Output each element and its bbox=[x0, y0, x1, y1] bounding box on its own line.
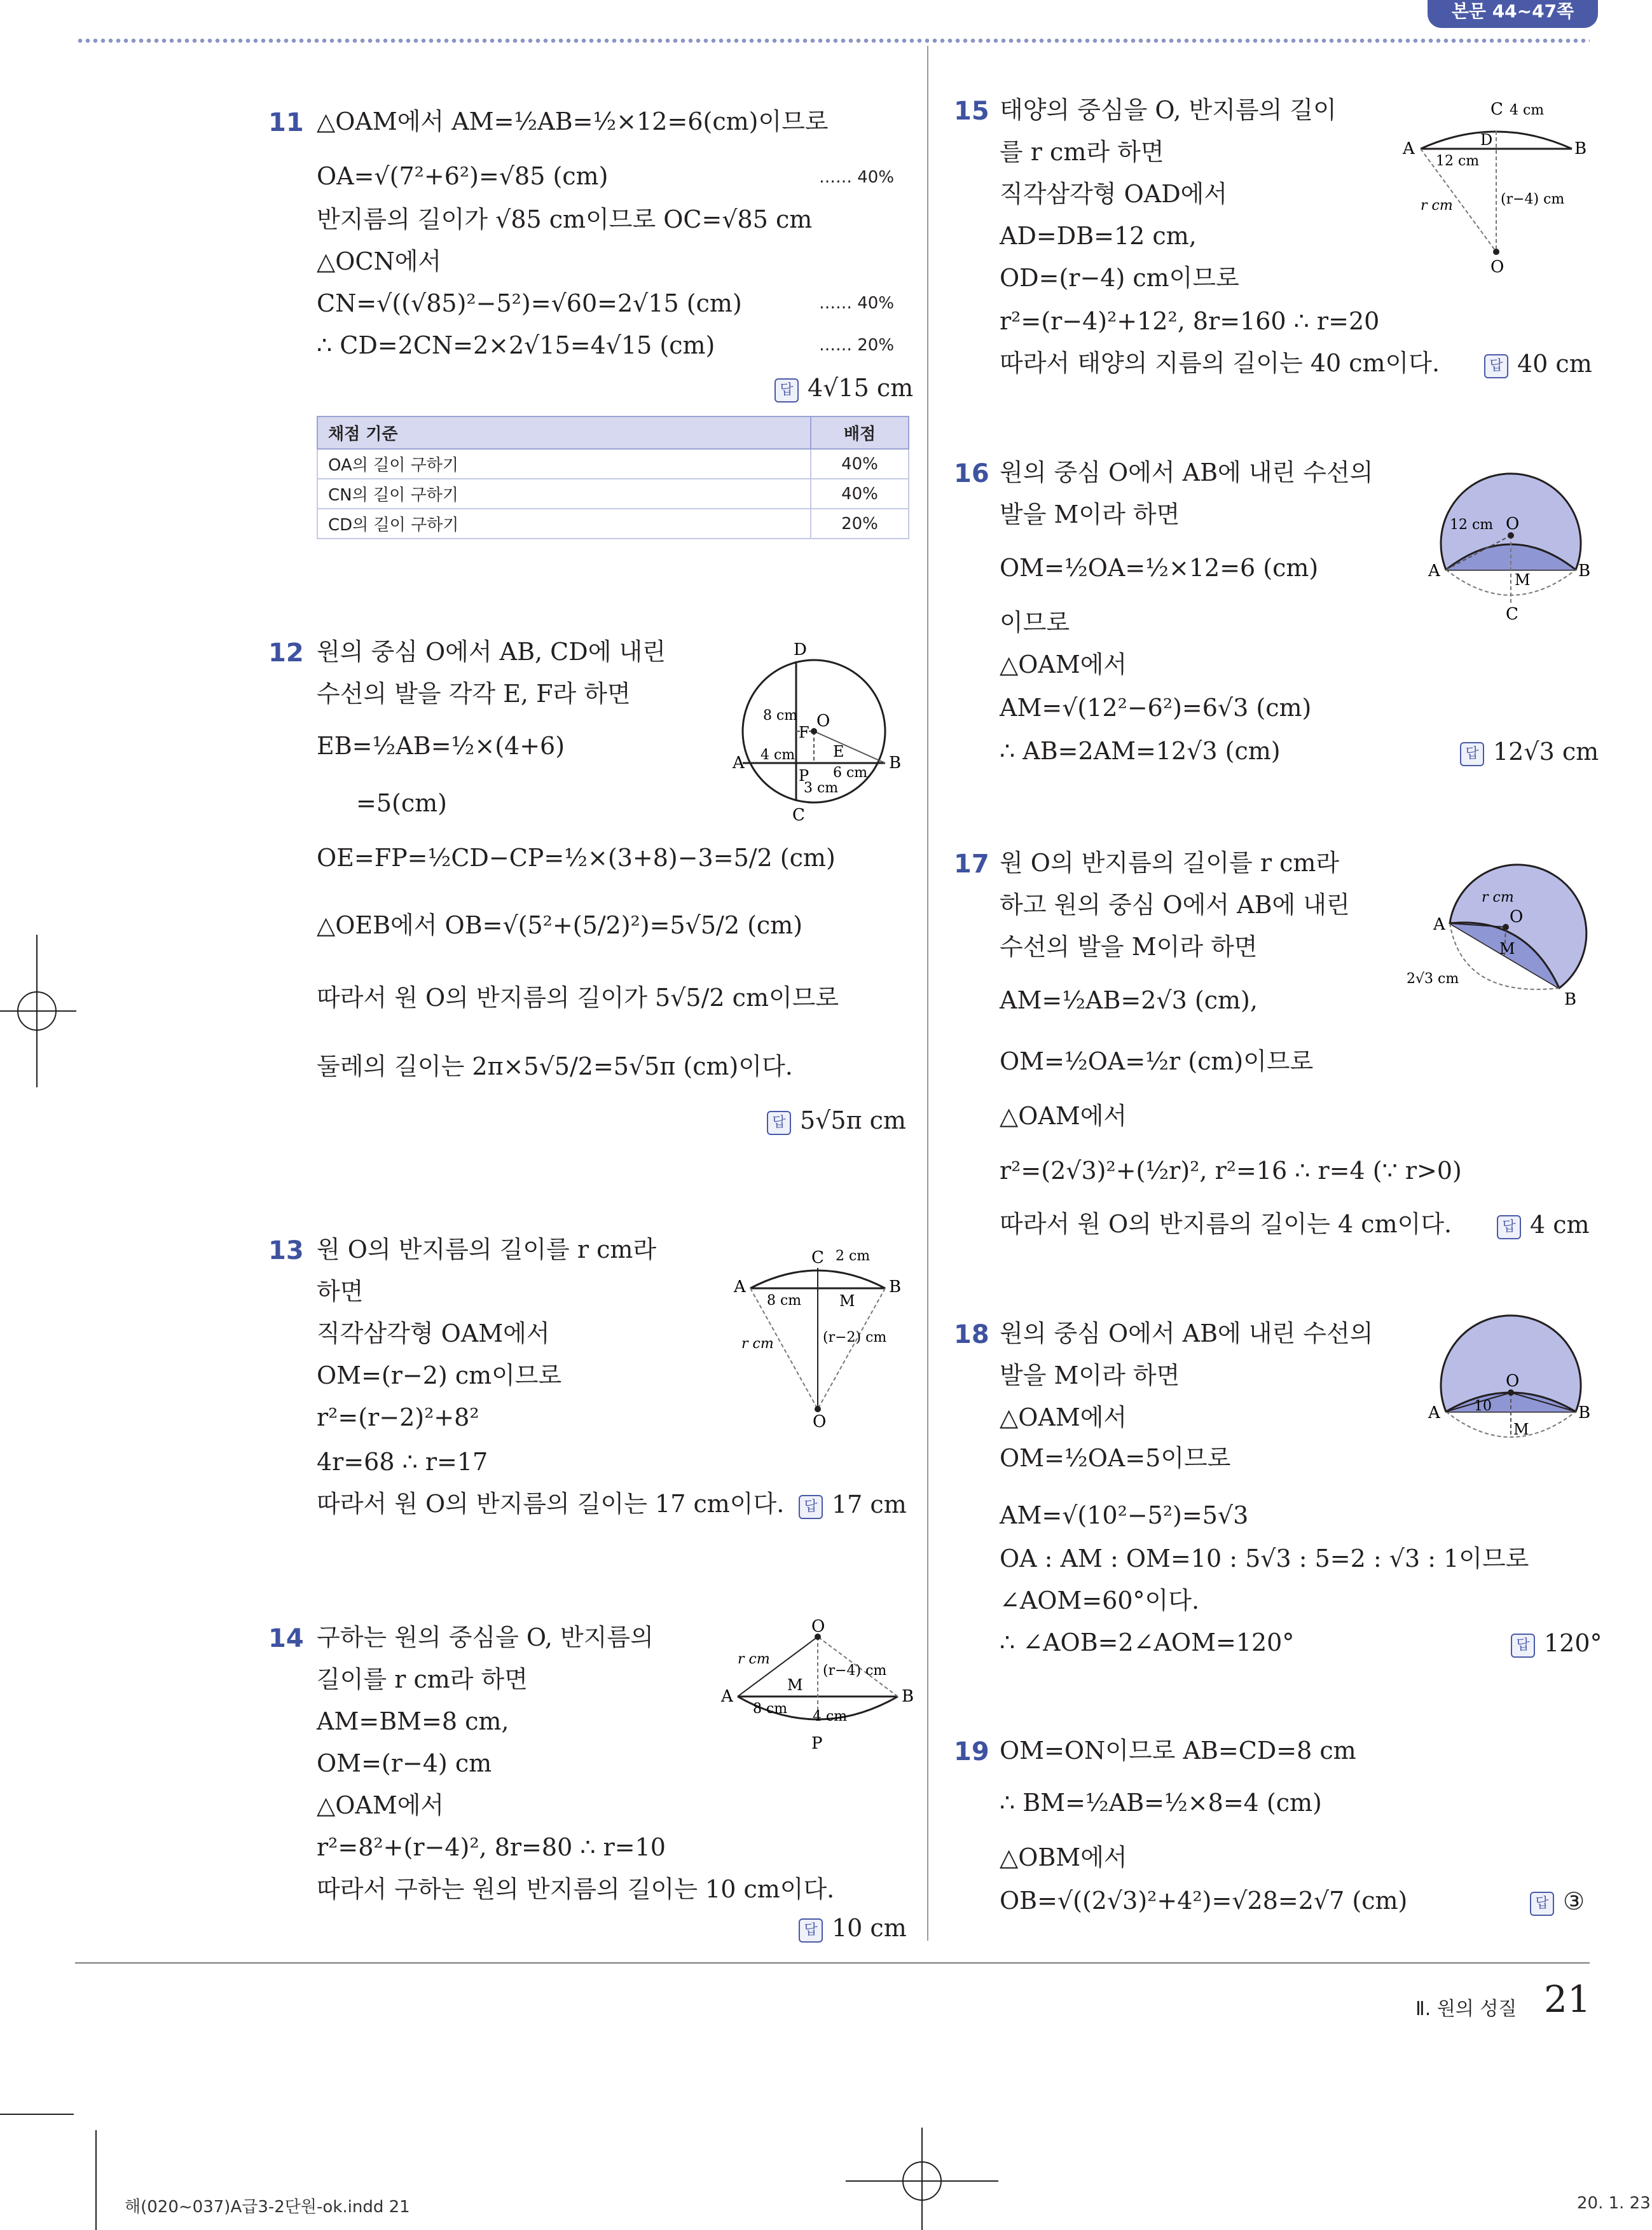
answer bbox=[767, 1106, 906, 1135]
label-a: A bbox=[734, 1277, 746, 1297]
solution-line: 를 r cm라 하면 bbox=[1000, 138, 1164, 166]
crop-mark bbox=[95, 2130, 97, 2230]
label-o: O bbox=[1506, 514, 1520, 533]
solution-line: △OAM에서 bbox=[317, 1791, 444, 1819]
grading-criteria: CN의 길이 구하기 bbox=[317, 479, 811, 509]
grading-points: 40% bbox=[811, 449, 909, 479]
solution-line: ∴ BM=½AB=½×8=4 (cm) bbox=[1000, 1789, 1322, 1817]
label-a: A bbox=[1433, 915, 1445, 934]
solution-line: r²=(r−2)²+8² bbox=[317, 1403, 479, 1431]
solution-line: OM=ON이므로 AB=CD=8 cm bbox=[1000, 1737, 1356, 1765]
label-f: F bbox=[799, 724, 809, 741]
label-o: O bbox=[816, 712, 830, 731]
label-b: B bbox=[889, 1277, 902, 1297]
label-c: C bbox=[792, 806, 805, 825]
label-b: B bbox=[902, 1687, 914, 1706]
solution-line: 따라서 태양의 지름의 길이는 40 cm이다. bbox=[1000, 349, 1440, 377]
label-a: A bbox=[721, 1687, 733, 1706]
solution-line: OM=(r−2) cm이므로 bbox=[317, 1361, 562, 1389]
score-mark: …… 20% bbox=[819, 336, 895, 355]
answer bbox=[799, 1490, 907, 1519]
label-c: C bbox=[1490, 100, 1503, 119]
label-c: C bbox=[811, 1248, 824, 1267]
label-4cm: 4 cm bbox=[813, 1709, 848, 1724]
grading-points: 20% bbox=[811, 509, 909, 539]
label-o: O bbox=[813, 1412, 827, 1431]
label-r: r cm bbox=[1421, 198, 1453, 214]
label-8cm: 8 cm bbox=[753, 1701, 788, 1717]
answer-value: 4 cm bbox=[1530, 1211, 1590, 1239]
label-o: O bbox=[811, 1617, 825, 1636]
label-2r3cm: 2√3 cm bbox=[1407, 971, 1459, 987]
solution-line: △OAM에서 bbox=[1000, 1403, 1127, 1431]
answer-value: 120° bbox=[1544, 1629, 1602, 1657]
label-a: A bbox=[733, 754, 745, 773]
registration-mark-left bbox=[0, 928, 83, 1094]
solution-line: 따라서 원 O의 반지름의 길이는 17 cm이다. bbox=[317, 1490, 785, 1518]
problem-number: 18 bbox=[954, 1320, 989, 1349]
answer-value: 12√3 cm bbox=[1493, 738, 1599, 766]
answer-badge: 답 bbox=[1511, 1634, 1535, 1658]
label-m: M bbox=[839, 1292, 855, 1310]
radius-ob bbox=[814, 731, 885, 763]
answer-badge: 답 bbox=[1530, 1892, 1554, 1916]
label-4cm: 4 cm bbox=[761, 747, 795, 763]
label-m: M bbox=[1499, 940, 1515, 958]
answer-badge: 답 bbox=[1497, 1215, 1521, 1239]
solution-line: AM=BM=8 cm, bbox=[317, 1707, 509, 1735]
answer-value: ③ bbox=[1563, 1887, 1585, 1915]
solution-line: 반지름의 길이가 √85 cm이므로 OC=√85 cm bbox=[317, 205, 813, 233]
solution-line: OA : AM : OM=10 : 5√3 : 5=2 : √3 : 1이므로 bbox=[1000, 1545, 1529, 1573]
solution-line: r²=(r−4)²+12², 8r=160 ∴ r=20 bbox=[1000, 307, 1380, 335]
figure-13 bbox=[729, 1240, 913, 1431]
solution-line: OM=½OA=½r (cm)이므로 bbox=[1000, 1047, 1314, 1075]
grading-criteria: OA의 길이 구하기 bbox=[317, 449, 811, 479]
figure-12 bbox=[733, 640, 916, 833]
header-dotted-rule bbox=[76, 37, 1590, 45]
problem-number: 11 bbox=[268, 108, 304, 137]
solution-line: OM=½OA=5이므로 bbox=[1000, 1444, 1231, 1472]
solution-line: 따라서 원 O의 반지름의 길이가 5√5/2 cm이므로 bbox=[317, 984, 839, 1012]
figure-14 bbox=[719, 1617, 916, 1761]
solution-line: ∴ CD=2CN=2×2√15=4√15 (cm) bbox=[317, 331, 715, 359]
solution-line: 발을 M이라 하면 bbox=[1000, 500, 1180, 528]
problem-number: 14 bbox=[268, 1624, 304, 1653]
answer-value: 5√5π cm bbox=[800, 1106, 906, 1134]
label-3cm: 3 cm bbox=[804, 780, 839, 796]
solution-line: =5(cm) bbox=[356, 789, 447, 817]
answer-badge: 답 bbox=[1460, 742, 1484, 766]
solution-line: △OBM에서 bbox=[1000, 1843, 1127, 1871]
solution-line: 길이를 r cm라 하면 bbox=[317, 1665, 528, 1693]
grading-criteria: CD의 길이 구하기 bbox=[317, 509, 811, 539]
solution-line: OE=FP=½CD−CP=½×(3+8)−3=5/2 (cm) bbox=[317, 844, 836, 872]
solution-line: AM=√(10²−5²)=5√3 bbox=[1000, 1501, 1249, 1529]
answer-badge: 답 bbox=[774, 378, 799, 403]
solution-line: EB=½AB=½×(4+6) bbox=[317, 732, 565, 760]
problem-number: 12 bbox=[268, 638, 304, 668]
problem-number: 13 bbox=[268, 1236, 304, 1265]
solution-line: OA=√(7²+6²)=√85 (cm) bbox=[317, 162, 609, 190]
solution-line: AM=√(12²−6²)=6√3 (cm) bbox=[1000, 694, 1312, 722]
registration-mark-bottom bbox=[839, 2128, 1005, 2230]
label-r: r cm bbox=[741, 1336, 774, 1352]
label-2cm: 2 cm bbox=[836, 1248, 871, 1264]
solution-line: 수선의 발을 각각 E, F라 하면 bbox=[317, 680, 631, 708]
answer bbox=[1511, 1629, 1602, 1658]
answer bbox=[1460, 738, 1599, 766]
solution-line: OB=√((2√3)²+4²)=√28=2√7 (cm) bbox=[1000, 1887, 1408, 1915]
solution-line: 원의 중심 O에서 AB, CD에 내린 bbox=[317, 638, 666, 666]
solution-line: △OAM에서 bbox=[1000, 650, 1127, 678]
answer bbox=[799, 1914, 907, 1943]
column-divider bbox=[927, 46, 928, 1941]
answer-value: 4√15 cm bbox=[808, 374, 914, 402]
label-r-4: (r−4) cm bbox=[823, 1663, 887, 1679]
center-point bbox=[815, 1406, 821, 1412]
problem-number: 17 bbox=[954, 850, 989, 879]
chapter-label: Ⅱ. 원의 성질 bbox=[1415, 1998, 1517, 2020]
solution-line: 원의 중심 O에서 AB에 내린 수선의 bbox=[1000, 1319, 1373, 1347]
page-number: 21 bbox=[1544, 1978, 1591, 2021]
solution-line: OM=(r−4) cm bbox=[317, 1749, 492, 1777]
solution-line: r²=(2√3)²+(½r)², r²=16 ∴ r=4 (∵ r>0) bbox=[1000, 1157, 1462, 1185]
solution-line: 원 O의 반지름의 길이를 r cm라 bbox=[317, 1235, 657, 1263]
solution-line: 원 O의 반지름의 길이를 r cm라 bbox=[1000, 849, 1340, 877]
label-o: O bbox=[1510, 907, 1524, 926]
grading-header-criteria: 채점 기준 bbox=[317, 416, 811, 449]
solution-line: △OCN에서 bbox=[317, 247, 442, 275]
label-p: P bbox=[799, 767, 809, 785]
crop-mark bbox=[0, 2114, 74, 2115]
label-b: B bbox=[889, 754, 902, 773]
solution-line: 둘레의 길이는 2π×5√5/2=5√5π (cm)이다. bbox=[317, 1052, 793, 1080]
solution-line: △OEB에서 OB=√(5²+(5/2)²)=5√5/2 (cm) bbox=[317, 911, 803, 939]
label-a: A bbox=[1428, 1403, 1440, 1422]
label-8cm: 8 cm bbox=[763, 708, 798, 724]
solution-line: 따라서 원 O의 반지름의 길이는 4 cm이다. bbox=[1000, 1210, 1452, 1238]
problem-number: 19 bbox=[954, 1737, 989, 1766]
solution-line: 이므로 bbox=[1000, 609, 1070, 637]
label-r: r cm bbox=[1482, 890, 1514, 905]
answer-value: 17 cm bbox=[832, 1490, 907, 1518]
label-m: M bbox=[1513, 1421, 1529, 1438]
grading-points: 40% bbox=[811, 479, 909, 509]
label-r: r cm bbox=[738, 1651, 770, 1667]
label-d: D bbox=[1480, 131, 1493, 149]
figure-16 bbox=[1424, 455, 1591, 640]
label-p: P bbox=[811, 1734, 823, 1753]
label-o: O bbox=[1490, 258, 1504, 277]
solution-line: 하면 bbox=[317, 1277, 364, 1305]
figure-15 bbox=[1399, 95, 1590, 280]
solution-line: 직각삼각형 OAD에서 bbox=[1000, 180, 1228, 208]
solution-line: OD=(r−4) cm이므로 bbox=[1000, 264, 1239, 292]
print-date: 20. 1. 23 bbox=[1577, 2194, 1651, 2213]
solution-line: 따라서 구하는 원의 반지름의 길이는 10 cm이다. bbox=[317, 1875, 835, 1903]
answer-badge: 답 bbox=[1484, 354, 1508, 378]
bottom-rule bbox=[75, 1962, 1590, 1964]
answer bbox=[1484, 350, 1592, 378]
page-reference-tab: 본문 44~47쪽 bbox=[1428, 0, 1598, 28]
label-6cm: 6 cm bbox=[833, 765, 868, 781]
solution-line: r²=8²+(r−4)², 8r=80 ∴ r=10 bbox=[317, 1833, 666, 1861]
solution-line: ∴ AB=2AM=12√3 (cm) bbox=[1000, 737, 1281, 765]
label-4cm: 4 cm bbox=[1510, 102, 1545, 118]
answer-value: 40 cm bbox=[1517, 350, 1592, 378]
solution-line: 구하는 원의 중심을 O, 반지름의 bbox=[317, 1623, 654, 1651]
solution-line: 4r=68 ∴ r=17 bbox=[317, 1448, 488, 1476]
file-info: 해(020~037)A급3-2단원-ok.indd 21 bbox=[125, 2198, 410, 2217]
answer bbox=[774, 374, 913, 403]
label-a: A bbox=[1428, 561, 1440, 581]
figure-17 bbox=[1405, 852, 1591, 1011]
answer-badge: 답 bbox=[799, 1918, 823, 1943]
label-m: M bbox=[1515, 571, 1531, 589]
grading-table bbox=[317, 416, 909, 539]
label-r-2: (r−2) cm bbox=[823, 1330, 887, 1346]
solution-line: 태양의 중심을 O, 반지름의 길이 bbox=[1000, 96, 1337, 124]
solution-line: ∴ ∠AOB=2∠AOM=120° bbox=[1000, 1628, 1295, 1656]
problem-number: 16 bbox=[954, 459, 989, 488]
label-8cm: 8 cm bbox=[767, 1293, 802, 1309]
label-b: B bbox=[1578, 561, 1591, 581]
grading-header-points: 배점 bbox=[811, 416, 909, 449]
label-b: B bbox=[1578, 1403, 1591, 1422]
label-a: A bbox=[1403, 139, 1415, 158]
label-r-4: (r−4) cm bbox=[1501, 191, 1565, 207]
solution-line: AM=½AB=2√3 (cm), bbox=[1000, 986, 1258, 1014]
solution-line: OM=½OA=½×12=6 (cm) bbox=[1000, 554, 1319, 582]
label-10: 10 bbox=[1474, 1398, 1492, 1414]
label-c: C bbox=[1506, 605, 1518, 624]
answer bbox=[1497, 1211, 1590, 1239]
label-b: B bbox=[1574, 139, 1587, 158]
answer-badge: 답 bbox=[799, 1495, 823, 1519]
solution-line: CN=√((√85)²−5²)=√60=2√15 (cm) bbox=[317, 289, 742, 317]
label-o: O bbox=[1506, 1372, 1520, 1391]
label-12cm: 12 cm bbox=[1436, 153, 1480, 169]
solution-line: 발을 M이라 하면 bbox=[1000, 1361, 1180, 1389]
solution-line: 하고 원의 중심 O에서 AB에 내린 bbox=[1000, 891, 1350, 919]
answer bbox=[1530, 1887, 1585, 1916]
solution-line: ∠AOM=60°이다. bbox=[1000, 1586, 1200, 1614]
label-b: B bbox=[1564, 990, 1577, 1009]
solution-line: △OAM에서 AM=½AB=½×12=6(cm)이므로 bbox=[317, 107, 829, 135]
answer-badge: 답 bbox=[767, 1111, 791, 1135]
solution-line: 수선의 발을 M이라 하면 bbox=[1000, 933, 1258, 961]
figure-18 bbox=[1424, 1310, 1591, 1463]
score-mark: …… 40% bbox=[819, 168, 895, 187]
solution-line: 원의 중심 O에서 AB에 내린 수선의 bbox=[1000, 458, 1373, 486]
label-d: D bbox=[794, 640, 807, 659]
solution-line: AD=DB=12 cm, bbox=[1000, 222, 1197, 250]
center-point bbox=[1503, 924, 1509, 930]
label-m: M bbox=[787, 1676, 803, 1694]
solution-line: 직각삼각형 OAM에서 bbox=[317, 1319, 550, 1347]
score-mark: …… 40% bbox=[819, 294, 895, 313]
label-e: E bbox=[833, 743, 844, 761]
problem-number: 15 bbox=[954, 97, 989, 126]
center-point bbox=[1493, 249, 1499, 255]
answer-value: 10 cm bbox=[832, 1914, 907, 1942]
solution-line: △OAM에서 bbox=[1000, 1102, 1127, 1130]
label-12cm: 12 cm bbox=[1450, 517, 1494, 533]
